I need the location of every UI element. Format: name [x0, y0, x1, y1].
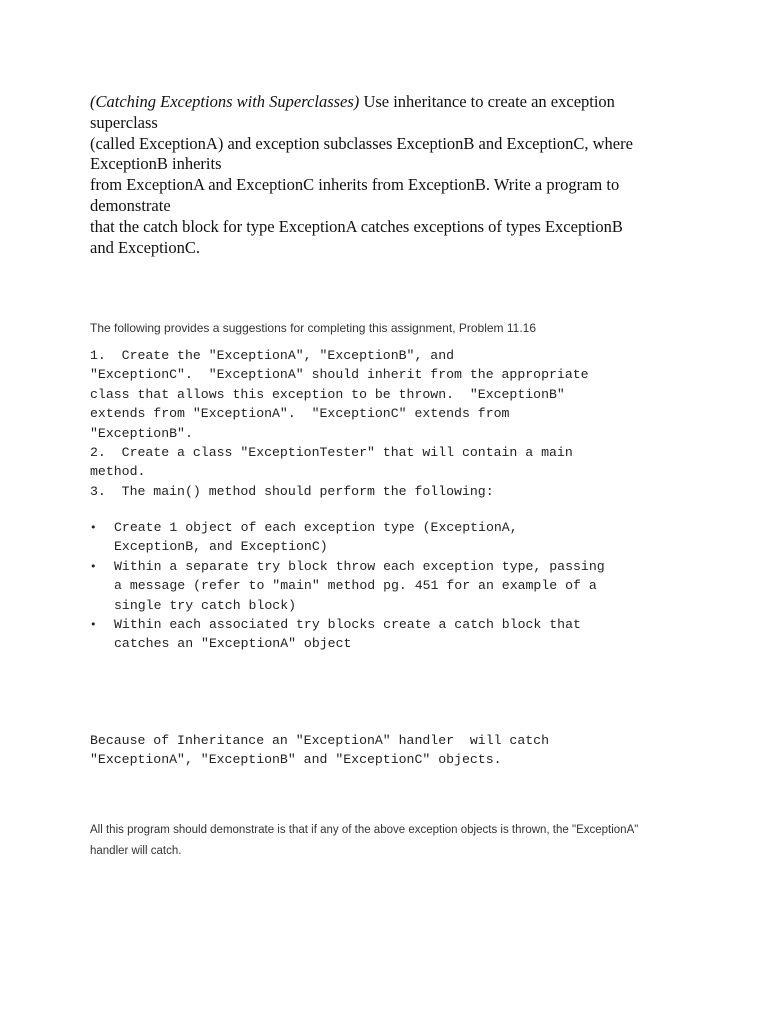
problem-line-7: that the catch block for type ExceptionA catches exceptions of types ExceptionB	[90, 216, 623, 236]
bullet-line: Within a separate try block throw each exception type, passing	[114, 558, 605, 574]
step-line: extends from "ExceptionA". "ExceptionC" extends from	[90, 406, 510, 422]
numbered-steps	[90, 346, 710, 501]
problem-line-6: demonstrate	[90, 195, 171, 215]
bullet-line: ExceptionB, and ExceptionC)	[114, 539, 328, 555]
closing-line: All this program should demonstrate is that if any of the above exception objects is thrown, the "ExceptionA"	[90, 824, 639, 836]
step-line: "ExceptionB".	[90, 425, 193, 441]
closing-line: handler will catch.	[90, 845, 182, 857]
closing-paragraph	[90, 820, 690, 862]
suggestion-intro: The following provides a suggestions for completing this assignment, Problem 11.16	[90, 321, 537, 335]
note-line: Because of Inheritance an "ExceptionA" handler will catch	[90, 733, 549, 748]
bullet-item	[90, 557, 710, 615]
inheritance-note	[90, 731, 710, 770]
bullet-line: single try catch block)	[114, 597, 297, 613]
step-line: "ExceptionC". "ExceptionA" should inherit from the appropriate	[90, 367, 589, 383]
bullet-icon: •	[90, 559, 97, 573]
bullet-line: Create 1 object of each exception type (ExceptionA,	[114, 520, 518, 535]
bullet-item	[90, 615, 710, 654]
step-line: class that allows this exception to be thrown. "ExceptionB"	[90, 386, 565, 402]
problem-line-4: ExceptionB inherits	[90, 154, 222, 174]
problem-line-8: and ExceptionC.	[90, 237, 200, 257]
problem-line-5: from ExceptionA and ExceptionC inherits from ExceptionB. Write a program to	[90, 175, 620, 195]
bullet-line: a message (refer to "main" method pg. 451 for an example of a	[114, 578, 597, 594]
step-line: 3. The main() method should perform the following:	[90, 483, 494, 499]
step-line: 1. Create the "ExceptionA", "ExceptionB", and	[90, 348, 455, 363]
bullet-line: Within each associated try blocks create a catch block that	[114, 617, 581, 633]
problem-line-2: superclass	[90, 112, 158, 132]
note-line: "ExceptionA", "ExceptionB" and "ExceptionC" objects.	[90, 752, 502, 768]
bullet-line: catches an "ExceptionA" object	[114, 636, 352, 652]
bullet-list	[90, 518, 710, 654]
problem-line-1-text: Use inheritance to create an exception	[359, 92, 615, 111]
problem-title: (Catching Exceptions with Superclasses)	[90, 92, 360, 111]
problem-statement	[90, 92, 690, 258]
bullet-icon: •	[90, 618, 97, 632]
problem-line-1	[90, 92, 690, 113]
step-line: method.	[90, 464, 146, 480]
problem-line-3: (called ExceptionA) and exception subclasses ExceptionB and ExceptionC, where	[90, 133, 633, 153]
step-line: 2. Create a class "ExceptionTester" that will contain a main	[90, 445, 573, 461]
bullet-icon: •	[90, 521, 97, 534]
bullet-item	[90, 518, 710, 557]
